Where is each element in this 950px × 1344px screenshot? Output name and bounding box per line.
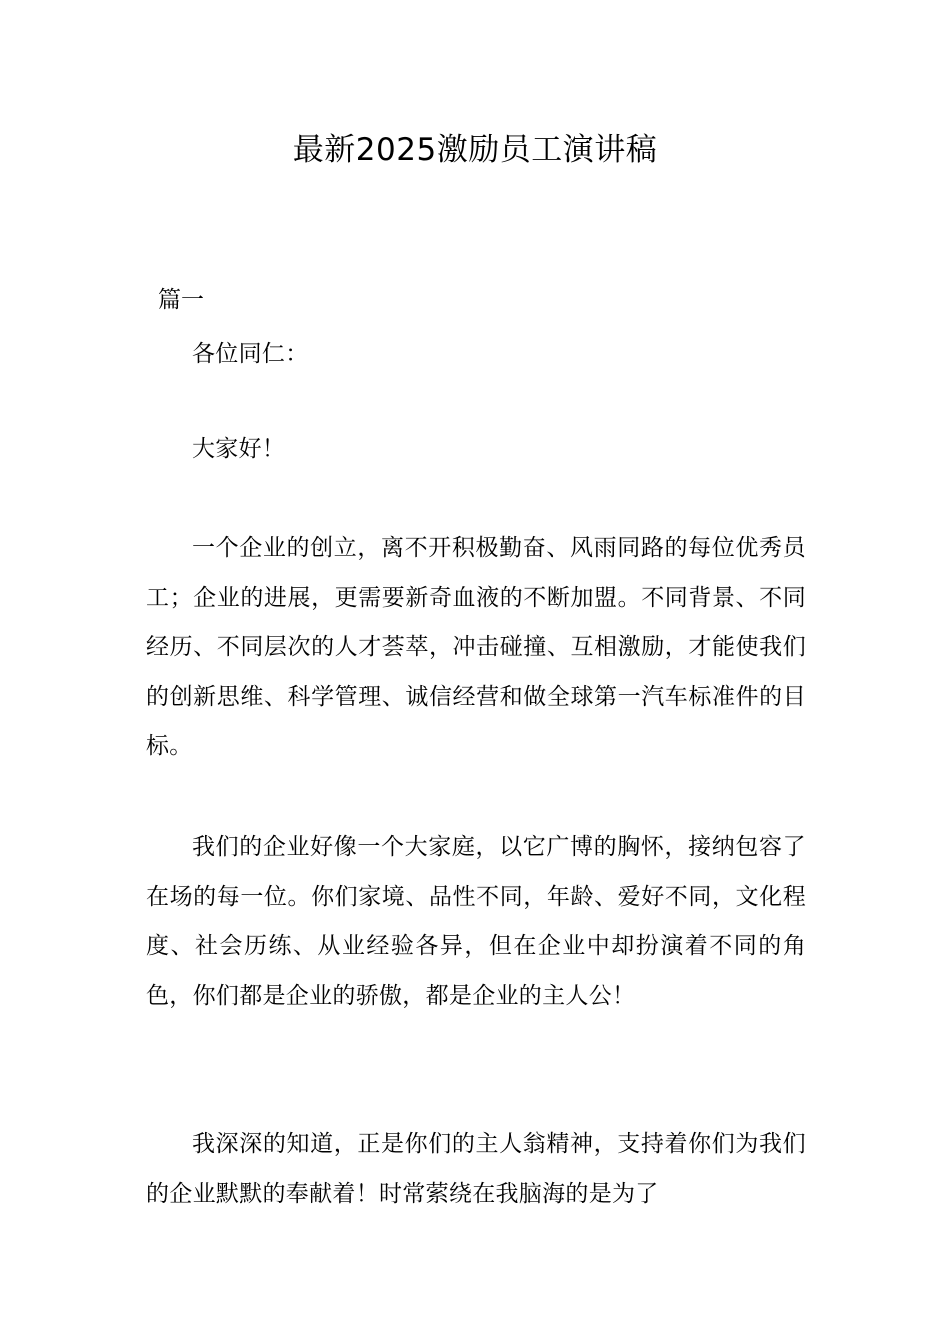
salutation: 各位同仁：	[192, 341, 309, 367]
paragraph-3: 我深深的知道，正是你们的主人翁精神，支持着你们为我们的企业默默的奉献着！时常萦绕在我脑海的是为了	[146, 1131, 806, 1207]
greeting: 大家好！	[192, 436, 286, 462]
paragraph-2: 我们的企业好像一个大家庭，以它广博的胸怀，接纳包容了在场的每一位。你们家境、品性不同，年龄、爱好不同，文化程度、社会历练、从业经验各异，但在企业中却扮演着不同的角色，你们都是企业的骄傲，都是企业的主人公！	[146, 834, 806, 1009]
section-label: 篇一	[158, 287, 204, 313]
document-title: 最新2025激励员工演讲稿	[292, 132, 658, 168]
paragraph-1: 一个企业的创立，离不开积极勤奋、风雨同路的每位优秀员工；企业的进展，更需要新奇血液的不断加盟。不同背景、不同经历、不同层次的人才荟萃，冲击碰撞、互相激励，才能使我们的创新思维、科学管理、诚信经营和做全球第一汽车标准件的目标。	[146, 535, 806, 759]
